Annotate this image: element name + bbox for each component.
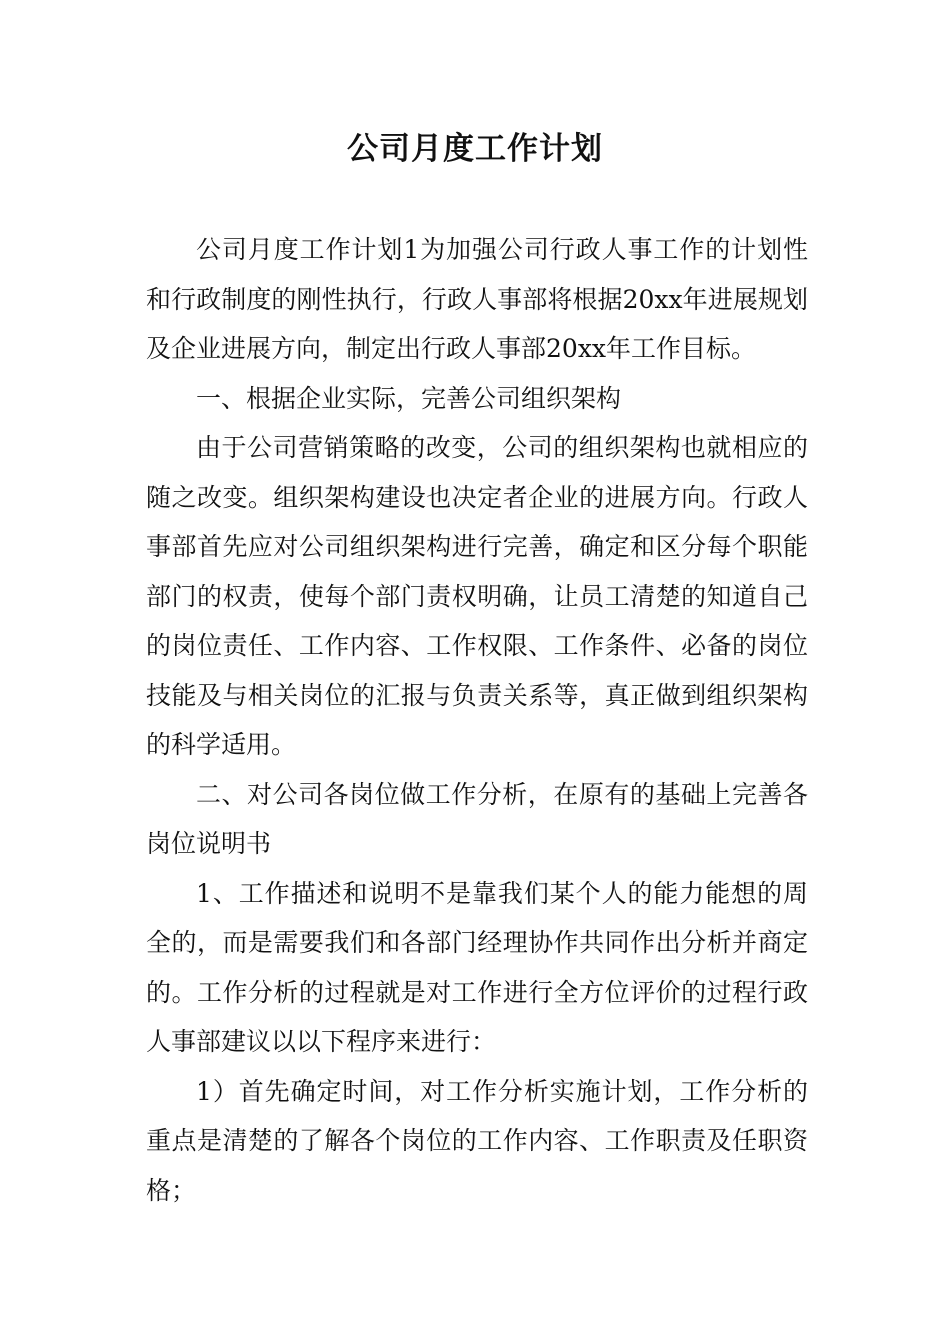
paragraph-intro: 公司月度工作计划1为加强公司行政人事工作的计划性和行政制度的刚性执行，行政人事部将根据20xx年进展规划及企业进展方向，制定出行政人事部20xx年工作目标。 bbox=[146, 235, 808, 363]
section-heading-1: 一、根据企业实际，完善公司组织架构 bbox=[196, 383, 622, 413]
paragraph-org-structure: 由于公司营销策略的改变，公司的组织架构也就相应的随之改变。组织架构建设也决定者企业的进展方向。行政人事部首先应对公司组织架构进行完善，确定和区分每个职能部门的权责，使每个部门责权明确，让员工清楚的知道自己的岗位责任、工作内容、工作权限、工作条件、必备的岗位技能及与相关岗位的汇报与负责关系等，真正做到组织架构的科学适用。 bbox=[146, 433, 808, 759]
paragraph-job-analysis: 1、工作描述和说明不是靠我们某个人的能力能想的周全的，而是需要我们和各部门经理协作共同作出分析并商定的。工作分析的过程就是对工作进行全方位评价的过程行政人事部建议以以下程序来进行： bbox=[146, 878, 808, 1056]
document-body bbox=[146, 225, 808, 1215]
paragraph-step-1: 1）首先确定时间，对工作分析实施计划，工作分析的重点是清楚的了解各个岗位的工作内容、工作职责及任职资格； bbox=[146, 1076, 808, 1205]
document-title: 公司月度工作计划 bbox=[347, 131, 603, 167]
section-heading-2: 二、对公司各岗位做工作分析，在原有的基础上完善各岗位说明书 bbox=[146, 779, 808, 858]
